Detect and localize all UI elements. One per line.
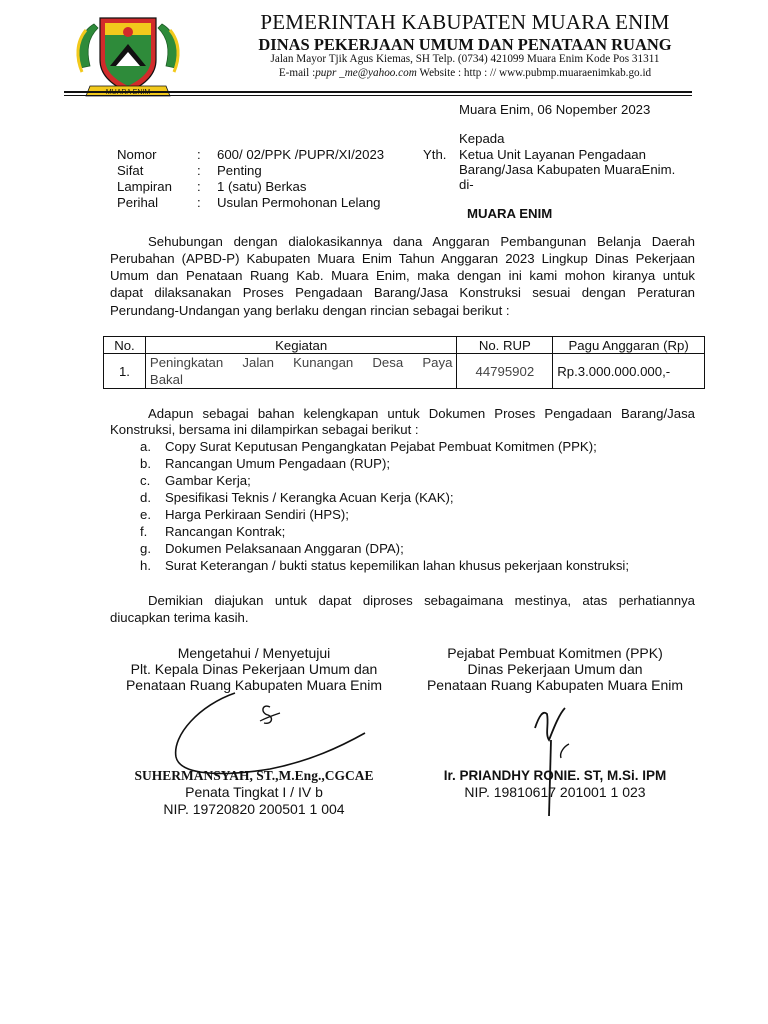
attachments-intro-line-1: Adapun sebagai bahan kelengkapan untuk Dokumen Proses Pengadaan Barang/Jasa — [148, 406, 695, 421]
letter-meta — [117, 147, 384, 211]
list-letter: b. — [140, 456, 151, 471]
meta-value: Penting — [217, 163, 262, 178]
list-item — [140, 439, 597, 454]
meta-separator: : — [197, 195, 201, 210]
list-item — [140, 507, 349, 522]
meta-row-nomor — [117, 147, 384, 163]
list-text: Surat Keterangan / bukti status kepemilikan lahan khusus pekerjaan konstruksi; — [165, 558, 630, 573]
list-text: Gambar Kerja; — [165, 473, 251, 488]
header-no: No. — [104, 337, 146, 354]
closing-line-1: Demikian diajukan untuk dapat diproses sebagaimana mestinya, atas perhatiannya — [148, 593, 695, 608]
email-label: E-mail : — [278, 67, 316, 79]
website[interactable]: Website : http : // www.pubmp.muaraenimkab.go.id — [416, 67, 652, 79]
sig-right-name: Ir. PRIANDHY RONIE. ST, M.Si. IPM — [443, 768, 667, 783]
meta-value: Usulan Permohonan Lelang — [217, 195, 381, 210]
sig-left-line3: Penataan Ruang Kabupaten Muara Enim — [125, 677, 383, 693]
header-pagu: Pagu Anggaran (Rp) — [553, 337, 705, 354]
sig-right-line1: Pejabat Pembuat Komitmen (PPK) — [447, 645, 663, 661]
sig-left-line2: Plt. Kepala Dinas Pekerjaan Umum dan — [130, 661, 378, 677]
list-item — [140, 541, 404, 556]
attachments-intro-line-2: Konstruksi, bersama ini dilampirkan sebagai berikut : — [110, 422, 419, 437]
sig-left-name: SUHERMANSYAH, ST.,M.Eng.,CGCAE — [134, 768, 374, 783]
agency-name: DINAS PEKERJAAN UMUM DAN PENATAAN RUANG — [258, 35, 672, 54]
recipient-city: MUARA ENIM — [467, 206, 553, 221]
list-item — [140, 558, 629, 573]
intro-line-2: Perubahan (APBD-P) Kabupaten Muara Enim Tahun Anggaran 2023 Lingkup Dinas Pekerjaan — [110, 251, 695, 266]
sig-left-nip: NIP. 19720820 200501 1 004 — [163, 801, 345, 817]
recipient-line2: Barang/Jasa Kabupaten MuaraEnim. — [459, 162, 676, 177]
list-letter: g. — [140, 541, 151, 556]
list-text: Rancangan Kontrak; — [165, 524, 286, 539]
row-no: 1. — [104, 354, 146, 389]
meta-row-perihal — [117, 195, 384, 211]
government-name: PEMERINTAH KABUPATEN MUARA ENIM — [260, 10, 670, 34]
sig-right-line2: Dinas Pekerjaan Umum dan — [467, 661, 643, 677]
header-kegiatan: Kegiatan — [145, 337, 457, 354]
recipient-kepada: Kepada — [459, 131, 505, 146]
agency-contact — [190, 67, 740, 79]
meta-value: 600/ 02/PPK /PUPR/XI/2023 — [217, 147, 385, 162]
sig-right-line3: Penataan Ruang Kabupaten Muara Enim — [426, 677, 684, 693]
meta-separator: : — [197, 163, 201, 178]
letterhead-rule-thin — [64, 95, 692, 96]
letterhead-rule-thick — [64, 91, 692, 93]
header-no-rup: No. RUP — [457, 337, 553, 354]
intro-line-1: Sehubungan dengan dialokasikannya dana Anggaran Pembangunan Belanja Daerah — [148, 234, 695, 249]
meta-label: Lampiran — [117, 179, 172, 194]
list-text: Dokumen Pelaksanaan Anggaran (DPA); — [165, 541, 404, 556]
list-text: Harga Perkiraan Sendiri (HPS); — [165, 507, 349, 522]
meta-label: Nomor — [117, 147, 157, 162]
list-letter: a. — [140, 439, 151, 454]
list-letter: h. — [140, 558, 151, 573]
list-item — [140, 456, 390, 471]
email-address[interactable]: pupr _me@yahoo.com — [315, 67, 417, 79]
meta-separator: : — [197, 179, 201, 194]
meta-label: Perihal — [117, 195, 159, 210]
intro-line-4: dapat dilaksanakan Proses Pengadaan Barang/Jasa Konstruksi sesuai dengan Peraturan — [110, 285, 695, 300]
meta-row-lampiran — [117, 179, 384, 195]
row-kegiatan — [145, 354, 457, 389]
list-letter: e. — [140, 507, 151, 522]
list-text: Rancangan Umum Pengadaan (RUP); — [165, 456, 391, 471]
signature-right-handwritten — [525, 700, 585, 820]
list-item — [140, 473, 251, 488]
recipient-di: di- — [459, 177, 474, 192]
list-text: Spesifikasi Teknis / Kerangka Acuan Kerja (KAK); — [165, 490, 454, 505]
meta-label: Sifat — [117, 163, 144, 178]
closing-line-2: diucapkan terima kasih. — [110, 610, 249, 625]
sig-right-nip: NIP. 19810617 201001 1 023 — [464, 784, 646, 800]
row-pagu: Rp.3.000.000.000,- — [553, 354, 705, 389]
table-row — [104, 354, 705, 389]
intro-line-3: Umum dan Penataan Ruang Kab. Muara Enim, maka dengan ini kami mohon kiranya untuk — [110, 268, 695, 283]
place-date: Muara Enim, 06 Nopember 2023 — [459, 102, 651, 117]
list-item — [140, 524, 285, 539]
sig-left-rank: Penata Tingkat I / IV b — [185, 784, 323, 800]
agency-address: Jalan Mayor Tjik Agus Kiemas, SH Telp. (0734) 421099 Muara Enim Kode Pos 31311 — [270, 53, 660, 65]
table-header-row — [104, 337, 705, 354]
intro-line-5: Perundang-Undangan yang berlaku dengan rincian sebagai berikut : — [110, 303, 510, 318]
sig-left-line1: Mengetahui / Menyetujui — [177, 645, 331, 661]
list-letter: f. — [140, 524, 148, 539]
list-item — [140, 490, 454, 505]
activity-table — [103, 336, 705, 389]
signature-right-block — [405, 645, 705, 693]
recipient-line1: Ketua Unit Layanan Pengadaan — [459, 147, 646, 162]
kegiatan-line1: Peningkatan Jalan Kunangan Desa Paya — [149, 355, 453, 370]
list-letter: c. — [140, 473, 151, 488]
list-text: Copy Surat Keputusan Pengangkatan Pejabat Pembuat Komitmen (PPK); — [165, 439, 597, 454]
row-rup: 44795902 — [457, 354, 553, 389]
kegiatan-line2: Bakal — [149, 372, 183, 387]
meta-value: 1 (satu) Berkas — [217, 179, 307, 194]
meta-row-sifat — [117, 163, 384, 179]
meta-separator: : — [197, 147, 201, 162]
list-letter: d. — [140, 490, 151, 505]
recipient-yth: Yth. — [423, 147, 447, 162]
